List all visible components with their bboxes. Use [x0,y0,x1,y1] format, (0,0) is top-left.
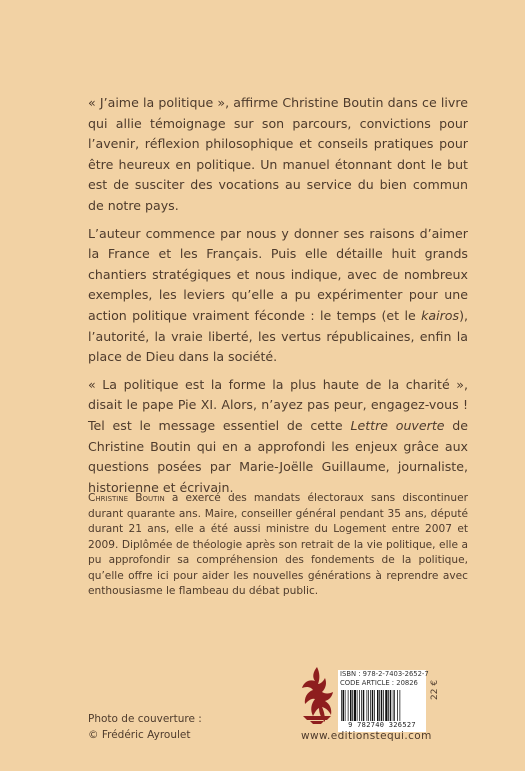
paragraph-2-text-a: L’auteur commence par nous y donner ses raisons d’aimer la France et les Français. Puis elle détaille huit grands chantiers stratégiques et nous indique, avec de nombreux exemples, les leviers qu’elle a pu expérimenter pour une action politique vraiment féconde : le temps (et le [88,225,468,323]
paragraph-3-italic: Lettre ouverte [350,417,445,433]
isbn-block [340,670,429,687]
paragraph-2-text-b: ), l’autorité, la vraie liberté, les vertus républicaines, enfin la place de Dieu dans la société. [88,307,468,365]
author-bio-text: a exercé des mandats électoraux sans discontinuer durant quarante ans. Maire, conseiller général pendant 35 ans, député durant 21 ans, elle a été aussi ministre du Logement entre 2007 et 2009. Diplômée de théologie après son retrait de la vie politique, elle a pu approfondir sa compréhension des fondements de la politique, qu’elle offre ici pour aider les nouvelles générations à reprendre avec enthousiasme le flambeau du débat public. [88,492,468,597]
photo-credit-name: © Frédéric Ayroulet [88,728,191,741]
author-bio-paragraph [88,491,468,600]
price-label: 22 € [430,679,440,700]
publisher-logo-icon [297,664,337,726]
photo-credit [88,712,202,743]
code-article-label: CODE ARTICLE : 20826 [340,678,418,687]
paragraph-3-text-b: de Christine Boutin qui en a approfondi les enjeux grâce aux questions posées par Marie-Joëlle Guillaume, journaliste, historienne et écrivain. [88,417,468,495]
main-text [88,93,468,505]
website-link[interactable]: www.editionstequi.com [301,730,432,742]
paragraph-1-text: « J’aime la politique », affirme Christine Boutin dans ce livre qui allie témoignage sur son parcours, convictions pour l’avenir, réflexion philosophique et conseils pratiques pour être heureux en politique. Un manuel étonnant dont le but est de susciter des vocations au service du bien commun de notre pays. [88,95,468,213]
paragraph-2 [88,224,468,368]
paragraph-2-italic: kairos [421,307,460,323]
author-name: Christine Boutin [88,492,165,504]
paragraph-3 [88,375,468,499]
photo-credit-label: Photo de couverture : [88,713,202,725]
paragraph-3-text-a: « La politique est la forme la plus haute de la charité », disait le pape Pie XI. Alors, n’ayez pas peur, engagez-vous ! Tel est le message essentiel de cette [88,376,468,433]
isbn-label: ISBN : 978-2-7403-2652-7 [340,670,429,678]
paragraph-1 [88,93,468,217]
barcode-number: 9 782740 326527 [348,721,416,729]
author-bio [88,491,468,600]
barcode-icon [340,690,422,721]
